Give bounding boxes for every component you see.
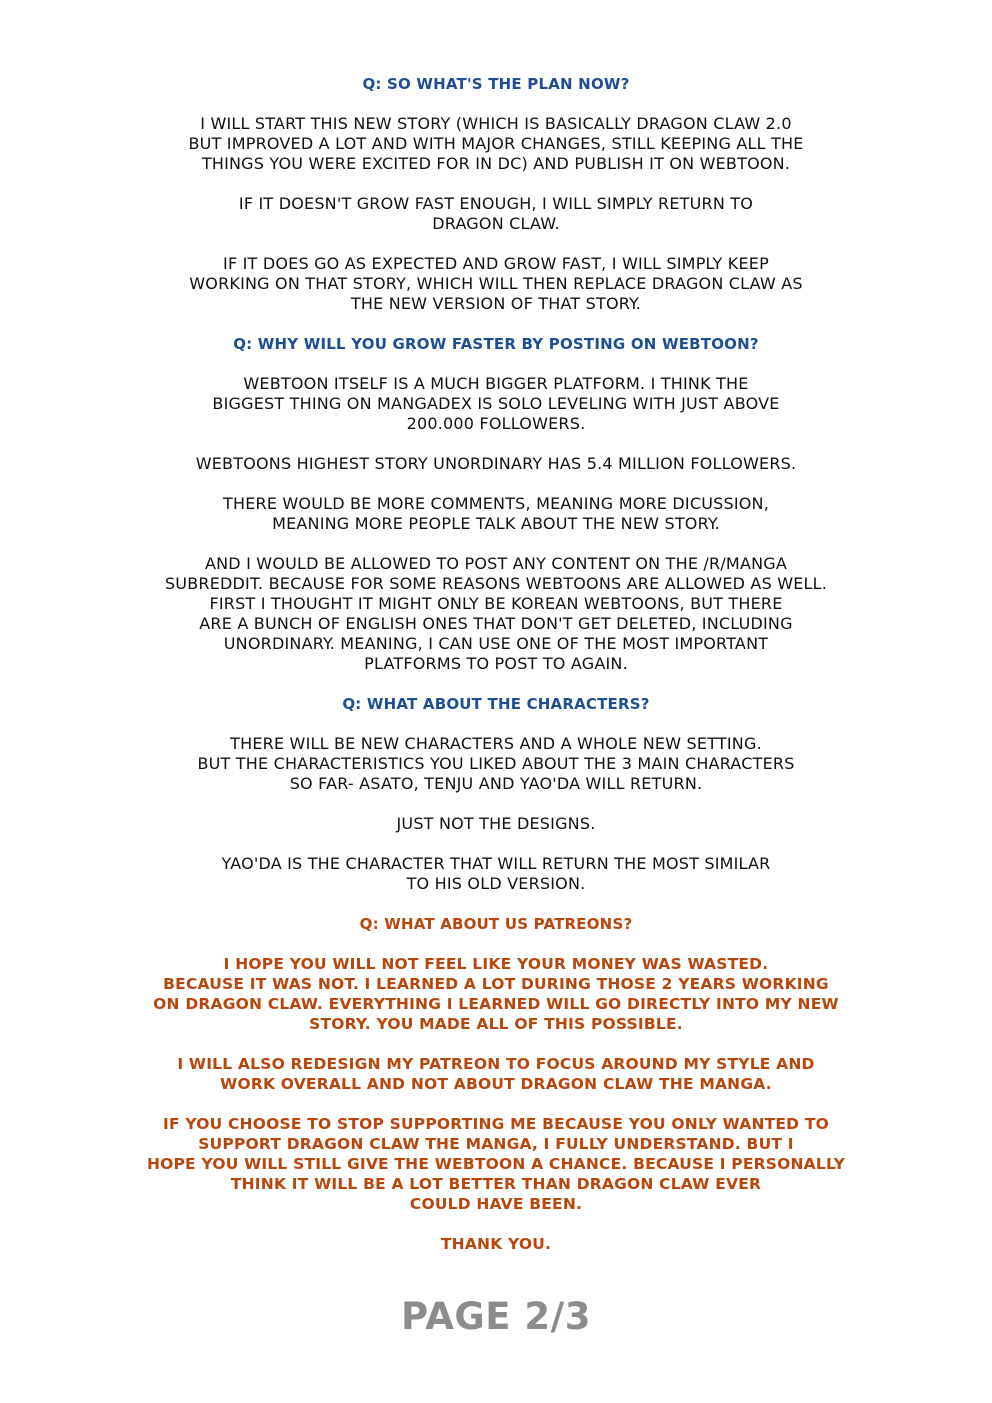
faq-content [120, 74, 872, 1274]
question-patreons: Q: WHAT ABOUT US PATREONS? [359, 915, 633, 933]
answer-paragraph: WEBTOONS HIGHEST STORY UNORDINARY HAS 5.4 MILLION FOLLOWERS. [195, 454, 797, 473]
question-why-webtoon: Q: WHY WILL YOU GROW FASTER BY POSTING ON WEBTOON? [233, 335, 759, 353]
question-plan: Q: SO WHAT'S THE PLAN NOW? [362, 75, 630, 93]
answer-paragraph: I WILL ALSO REDESIGN MY PATREON TO FOCUS AROUND MY STYLE AND WORK OVERALL AND NOT ABOUT DRAGON CLAW THE MANGA. [177, 1055, 815, 1093]
answer-paragraph: AND I WOULD BE ALLOWED TO POST ANY CONTENT ON THE /R/MANGA SUBREDDIT. BECAUSE FOR SOME REASONS WEBTOONS ARE ALLOWED AS WELL. FIRST I THOUGHT IT MIGHT ONLY BE KOREAN WEBTOONS, BUT THERE ARE A BUNCH OF ENGLISH ONES THAT DON'T GET DELETED, INCLUDING UNORDINARY. MEANING, I CAN USE ONE OF THE MOST IMPORTANT PLATFORMS TO POST TO AGAIN. [164, 554, 828, 673]
answer-paragraph: I HOPE YOU WILL NOT FEEL LIKE YOUR MONEY WAS WASTED. BECAUSE IT WAS NOT. I LEARNED A LOT DURING THOSE 2 YEARS WORKING ON DRAGON CLAW. EVERYTHING I LEARNED WILL GO DIRECTLY INTO MY NEW STORY. YOU MADE ALL OF THIS POSSIBLE. [153, 955, 839, 1033]
page-number-label: PAGE 2/3 [401, 1295, 591, 1338]
thank-you: THANK YOU. [440, 1235, 552, 1253]
answer-paragraph: YAO'DA IS THE CHARACTER THAT WILL RETURN THE MOST SIMILAR TO HIS OLD VERSION. [221, 854, 771, 893]
answer-paragraph: WEBTOON ITSELF IS A MUCH BIGGER PLATFORM. I THINK THE BIGGEST THING ON MANGADEX IS SOLO LEVELING WITH JUST ABOVE 200.000 FOLLOWERS. [212, 374, 780, 433]
answer-paragraph: IF YOU CHOOSE TO STOP SUPPORTING ME BECAUSE YOU ONLY WANTED TO SUPPORT DRAGON CLAW THE MANGA, I FULLY UNDERSTAND. BUT I HOPE YOU WILL STILL GIVE THE WEBTOON A CHANCE. BECAUSE I PERSONALLY THINK IT WILL BE A LOT BETTER THAN DRAGON CLAW EVER COULD HAVE BEEN. [146, 1115, 846, 1213]
answer-paragraph: THERE WILL BE NEW CHARACTERS AND A WHOLE NEW SETTING. BUT THE CHARACTERISTICS YOU LIKED ABOUT THE 3 MAIN CHARACTERS SO FAR- ASATO, TENJU AND YAO'DA WILL RETURN. [197, 734, 795, 793]
answer-paragraph: IF IT DOES GO AS EXPECTED AND GROW FAST, I WILL SIMPLY KEEP WORKING ON THAT STORY, WHICH WILL THEN REPLACE DRAGON CLAW AS THE NEW VERSION OF THAT STORY. [189, 254, 803, 313]
answer-paragraph: I WILL START THIS NEW STORY (WHICH IS BASICALLY DRAGON CLAW 2.0 BUT IMPROVED A LOT AND WITH MAJOR CHANGES, STILL KEEPING ALL THE THINGS YOU WERE EXCITED FOR IN DC) AND PUBLISH IT ON WEBTOON. [188, 114, 804, 173]
answer-paragraph: IF IT DOESN'T GROW FAST ENOUGH, I WILL SIMPLY RETURN TO DRAGON CLAW. [238, 194, 754, 233]
question-characters: Q: WHAT ABOUT THE CHARACTERS? [342, 695, 650, 713]
answer-paragraph: THERE WOULD BE MORE COMMENTS, MEANING MORE DICUSSION, MEANING MORE PEOPLE TALK ABOUT THE NEW STORY. [222, 494, 770, 533]
answer-paragraph: JUST NOT THE DESIGNS. [396, 814, 596, 833]
